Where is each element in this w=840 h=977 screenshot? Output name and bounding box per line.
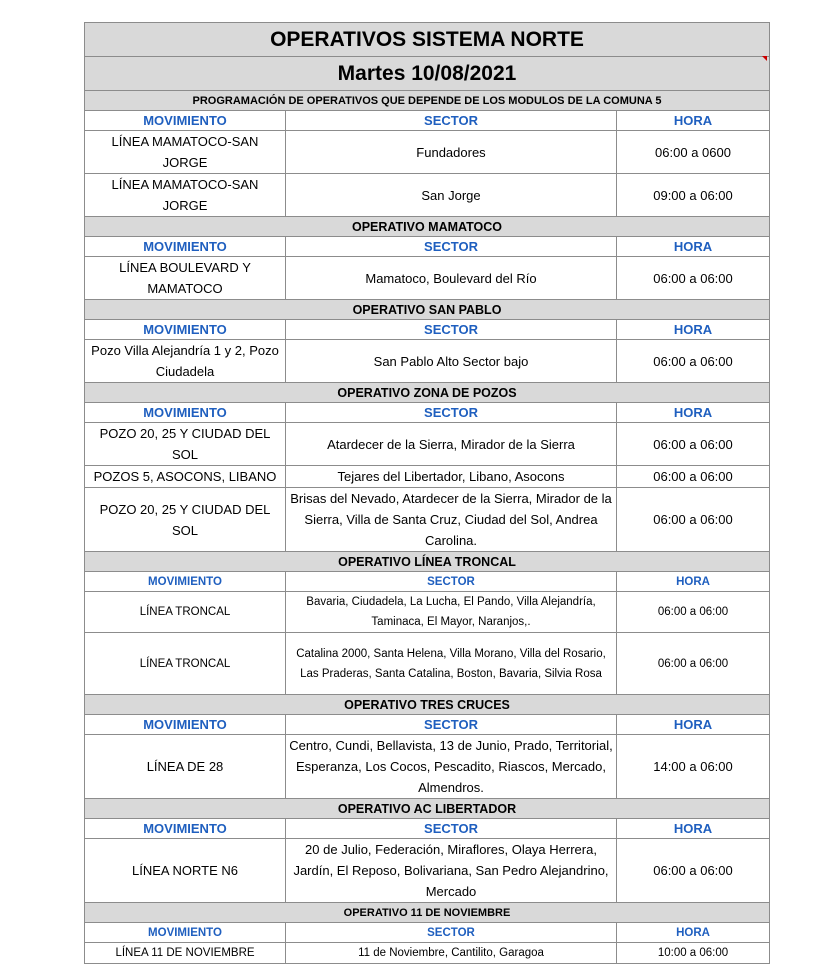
header-sector: SECTOR xyxy=(286,403,617,423)
cell-sector: Mamatoco, Boulevard del Río xyxy=(286,257,617,300)
header-sector: SECTOR xyxy=(286,572,617,592)
column-header-row xyxy=(85,320,770,340)
cell-hora: 06:00 a 06:00 xyxy=(617,633,770,695)
header-movimiento: MOVIMIENTO xyxy=(85,403,286,423)
header-hora: HORA xyxy=(617,923,770,943)
table-row xyxy=(85,257,770,300)
cell-hora: 06:00 a 06:00 xyxy=(617,466,770,488)
section-title: OPERATIVO LÍNEA TRONCAL xyxy=(85,552,770,572)
table-row xyxy=(85,633,770,695)
operativos-table xyxy=(84,22,770,964)
header-sector: SECTOR xyxy=(286,111,617,131)
cell-movimiento: LÍNEA TRONCAL xyxy=(85,633,286,695)
header-movimiento: MOVIMIENTO xyxy=(85,715,286,735)
section-title: OPERATIVO 11 DE NOVIEMBRE xyxy=(85,903,770,923)
header-sector: SECTOR xyxy=(286,715,617,735)
cell-hora: 06:00 a 06:00 xyxy=(617,257,770,300)
cell-sector: Centro, Cundi, Bellavista, 13 de Junio, Prado, Territorial, Esperanza, Los Cocos, Pescadito, Riascos, Mercado, Almendros. xyxy=(286,735,617,799)
column-header-row xyxy=(85,923,770,943)
table-row xyxy=(85,174,770,217)
cell-movimiento: LÍNEA NORTE N6 xyxy=(85,839,286,903)
header-movimiento: MOVIMIENTO xyxy=(85,320,286,340)
header-sector: SECTOR xyxy=(286,237,617,257)
header-hora: HORA xyxy=(617,715,770,735)
header-movimiento: MOVIMIENTO xyxy=(85,923,286,943)
header-sector: SECTOR xyxy=(286,819,617,839)
header-sector: SECTOR xyxy=(286,923,617,943)
table-row xyxy=(85,340,770,383)
cell-sector: Tejares del Libertador, Libano, Asocons xyxy=(286,466,617,488)
cell-movimiento: POZO 20, 25 Y CIUDAD DEL SOL xyxy=(85,488,286,552)
cell-movimiento: POZOS 5, ASOCONS, LIBANO xyxy=(85,466,286,488)
cell-hora: 14:00 a 06:00 xyxy=(617,735,770,799)
cell-movimiento: LÍNEA MAMATOCO-SAN JORGE xyxy=(85,131,286,174)
table-row xyxy=(85,488,770,552)
cell-movimiento: LÍNEA MAMATOCO-SAN JORGE xyxy=(85,174,286,217)
column-header-row xyxy=(85,572,770,592)
header-hora: HORA xyxy=(617,111,770,131)
header-hora: HORA xyxy=(617,572,770,592)
cell-sector: San Jorge xyxy=(286,174,617,217)
cell-movimiento: POZO 20, 25 Y CIUDAD DEL SOL xyxy=(85,423,286,466)
cell-sector: 20 de Julio, Federación, Miraflores, Olaya Herrera, Jardín, El Reposo, Bolivariana, San Pedro Alejandrino, Mercado xyxy=(286,839,617,903)
date-title: Martes 10/08/2021 xyxy=(85,57,770,91)
table-row xyxy=(85,943,770,964)
cell-movimiento: LÍNEA DE 28 xyxy=(85,735,286,799)
cell-sector: Bavaria, Ciudadela, La Lucha, El Pando, Villa Alejandría, Taminaca, El Mayor, Naranjos,. xyxy=(286,592,617,633)
table-row xyxy=(85,735,770,799)
table-row xyxy=(85,592,770,633)
column-header-row xyxy=(85,237,770,257)
header-movimiento: MOVIMIENTO xyxy=(85,237,286,257)
table-row xyxy=(85,131,770,174)
column-header-row xyxy=(85,111,770,131)
cell-movimiento: LÍNEA TRONCAL xyxy=(85,592,286,633)
table-row xyxy=(85,466,770,488)
column-header-row xyxy=(85,715,770,735)
cell-sector: San Pablo Alto Sector bajo xyxy=(286,340,617,383)
page-title: OPERATIVOS SISTEMA NORTE xyxy=(85,23,770,57)
cell-sector: Fundadores xyxy=(286,131,617,174)
cell-hora: 06:00 a 06:00 xyxy=(617,340,770,383)
cell-movimiento: LÍNEA BOULEVARD Y MAMATOCO xyxy=(85,257,286,300)
cell-sector: 11 de Noviembre, Cantilito, Garagoa xyxy=(286,943,617,964)
cell-hora: 06:00 a 06:00 xyxy=(617,423,770,466)
column-header-row xyxy=(85,819,770,839)
header-hora: HORA xyxy=(617,819,770,839)
header-movimiento: MOVIMIENTO xyxy=(85,111,286,131)
cell-movimiento: Pozo Villa Alejandría 1 y 2, Pozo Ciudadela xyxy=(85,340,286,383)
section-title: OPERATIVO ZONA DE POZOS xyxy=(85,383,770,403)
section-title: PROGRAMACIÓN DE OPERATIVOS QUE DEPENDE DE LOS MODULOS DE LA COMUNA 5 xyxy=(85,91,770,111)
cell-sector: Atardecer de la Sierra, Mirador de la Sierra xyxy=(286,423,617,466)
cell-hora: 09:00 a 06:00 xyxy=(617,174,770,217)
cell-movimiento: LÍNEA 11 DE NOVIEMBRE xyxy=(85,943,286,964)
column-header-row xyxy=(85,403,770,423)
header-hora: HORA xyxy=(617,320,770,340)
header-hora: HORA xyxy=(617,237,770,257)
cell-sector: Brisas del Nevado, Atardecer de la Sierra, Mirador de la Sierra, Villa de Santa Cruz, Ciudad del Sol, Andrea Carolina. xyxy=(286,488,617,552)
section-title: OPERATIVO TRES CRUCES xyxy=(85,695,770,715)
comment-indicator-icon xyxy=(762,56,767,61)
section-title: OPERATIVO MAMATOCO xyxy=(85,217,770,237)
table-row xyxy=(85,423,770,466)
section-title: OPERATIVO SAN PABLO xyxy=(85,300,770,320)
header-hora: HORA xyxy=(617,403,770,423)
cell-hora: 06:00 a 06:00 xyxy=(617,488,770,552)
table-row xyxy=(85,839,770,903)
cell-hora: 06:00 a 06:00 xyxy=(617,839,770,903)
cell-hora: 10:00 a 06:00 xyxy=(617,943,770,964)
cell-sector: Catalina 2000, Santa Helena, Villa Morano, Villa del Rosario, Las Praderas, Santa Catalina, Boston, Bavaria, Silvia Rosa xyxy=(286,633,617,695)
cell-hora: 06:00 a 0600 xyxy=(617,131,770,174)
header-sector: SECTOR xyxy=(286,320,617,340)
section-title: OPERATIVO AC LIBERTADOR xyxy=(85,799,770,819)
header-movimiento: MOVIMIENTO xyxy=(85,819,286,839)
header-movimiento: MOVIMIENTO xyxy=(85,572,286,592)
cell-hora: 06:00 a 06:00 xyxy=(617,592,770,633)
